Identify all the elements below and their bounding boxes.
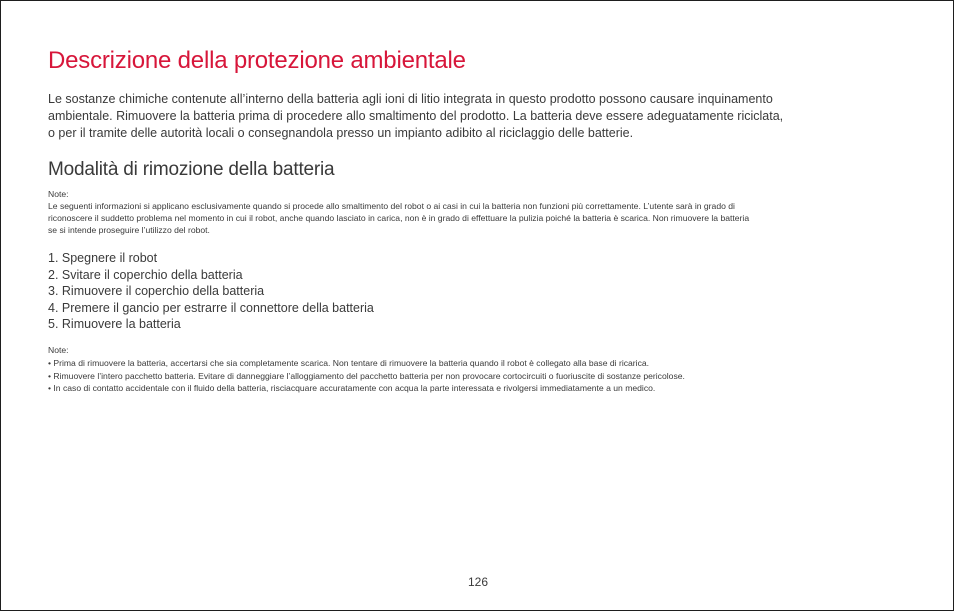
removal-steps-list — [48, 250, 898, 333]
step-item: 2. Svitare il coperchio della batteria — [48, 267, 243, 282]
step-item: 1. Spegnere il robot — [48, 251, 158, 265]
note-line: Le seguenti informazioni si applicano esclusivamente quando si procede allo smaltimento del robot o ai casi in cui la batteria non funzioni più correttamente. L’utente sarà in grado di — [48, 201, 735, 211]
subsection-title: Modalità di rimozione della batteria — [48, 159, 335, 180]
intro-line: Le sostanze chimiche contenute all’interno della batteria agli ioni di litio integrata in questo prodotto possono causare inquinamento — [48, 92, 773, 106]
note-line: se si intende proseguire l’utilizzo del robot. — [48, 225, 210, 235]
step-item: 3. Rimuovere il coperchio della batteria — [48, 284, 265, 298]
note-label: Note: — [48, 344, 69, 355]
intro-line: o per il tramite delle autorità locali o consegnandola presso un impianto adibito al riciclaggio delle batterie. — [48, 126, 634, 140]
section-title: Descrizione della protezione ambientale — [48, 47, 466, 74]
bullet-item: • In caso di contatto accidentale con il fluido della batteria, risciacquare accuratamente con acqua la parte interessata e rivolgersi immediatamente a un medico. — [48, 383, 656, 393]
note-block — [48, 188, 898, 236]
page-number: 126 — [467, 575, 489, 589]
warning-notes — [48, 344, 898, 395]
intro-line: ambientale. Rimuovere la batteria prima di procedere allo smaltimento del prodotto. La batteria deve essere adeguatamente riciclata, — [48, 109, 784, 123]
note-line: riconoscere il suddetto problema nel momento in cui il robot, anche quando lasciato in carica, non è in grado di effettuare la pulizia poiché la batteria è scarica. Non rimuovere la batteria — [48, 213, 750, 223]
note-label: Note: — [48, 189, 69, 199]
warning-bullet-list — [48, 357, 898, 395]
page-content — [48, 45, 898, 395]
bullet-item: • Prima di rimuovere la batteria, accertarsi che sia completamente scarica. Non tentare di rimuovere la batteria quando il robot è collegato alla base di ricarica. — [48, 358, 650, 368]
note-text — [48, 200, 898, 236]
intro-paragraph — [48, 91, 898, 142]
bullet-item: • Rimuovere l’intero pacchetto batteria. Evitare di danneggiare l’alloggiamento del pacchetto batteria per non provocare cortocircuiti o fuoriuscite di sostanze pericolose. — [48, 370, 685, 381]
step-item: 4. Premere il gancio per estrarre il connettore della batteria — [48, 300, 374, 315]
step-item: 5. Rimuovere la batteria — [48, 317, 181, 331]
